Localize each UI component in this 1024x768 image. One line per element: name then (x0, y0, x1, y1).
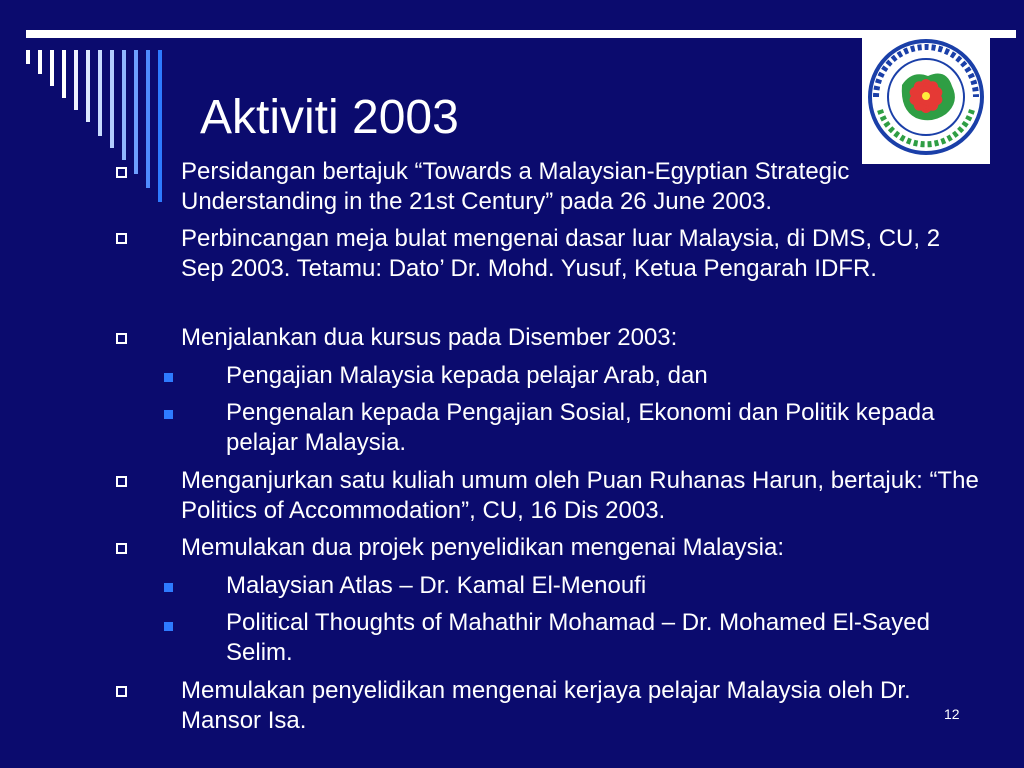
hollow-square-bullet-icon (116, 543, 127, 554)
filled-square-bullet-icon (164, 583, 173, 592)
filled-square-bullet-icon (164, 373, 173, 382)
list-item: Menganjurkan satu kuliah umum oleh Puan Ruhanas Harun, bertajuk: “The Politics of Accommodation”, CU, 16 Dis 2003. (181, 467, 979, 524)
slide-title: Aktiviti 2003 (200, 91, 459, 144)
hollow-square-bullet-icon (116, 333, 127, 344)
hollow-square-bullet-icon (116, 233, 127, 244)
list-item: Pengajian Malaysia kepada pelajar Arab, dan (226, 362, 708, 389)
list-item: Perbincangan meja bulat mengenai dasar luar Malaysia, di DMS, CU, 2 Sep 2003. Tetamu: Dato’ Dr. Mohd. Yusuf, Ketua Pengarah IDFR. (181, 225, 941, 282)
hollow-square-bullet-icon (116, 167, 127, 178)
filled-square-bullet-icon (164, 410, 173, 419)
list-item: Pengenalan kepada Pengajian Sosial, Ekonomi dan Politik kepada pelajar Malaysia. (226, 399, 935, 456)
page-number: 12 (944, 706, 960, 722)
list-item: Persidangan bertajuk “Towards a Malaysian-Egyptian Strategic Understanding in the 21st Century” pada 26 June 2003. (181, 158, 850, 215)
hollow-square-bullet-icon (116, 686, 127, 697)
hollow-square-bullet-icon (116, 476, 127, 487)
list-item: Menjalankan dua kursus pada Disember 2003: (181, 324, 678, 351)
filled-square-bullet-icon (164, 622, 173, 631)
list-item: Memulakan dua projek penyelidikan mengenai Malaysia: (181, 534, 785, 561)
list-item: Malaysian Atlas – Dr. Kamal El-Menoufi (226, 572, 647, 599)
list-item: Political Thoughts of Mahathir Mohamad – Dr. Mohamed El-Sayed Selim. (226, 609, 930, 666)
list-item: Memulakan penyelidikan mengenai kerjaya pelajar Malaysia oleh Dr. Mansor Isa. (181, 677, 911, 734)
